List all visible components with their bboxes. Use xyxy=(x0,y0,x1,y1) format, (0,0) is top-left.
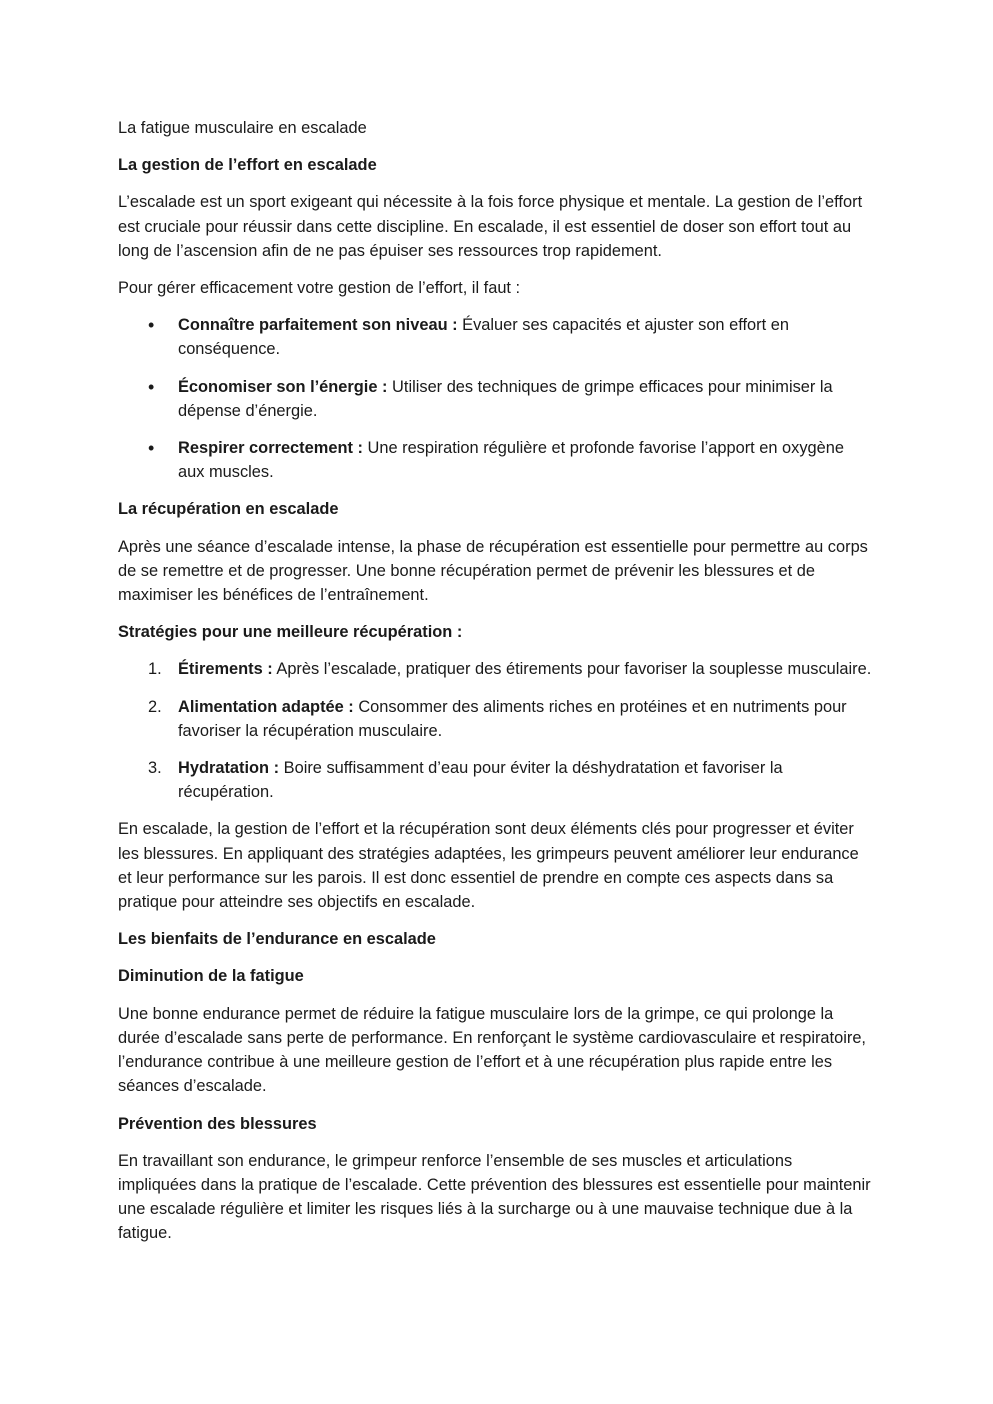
list-item-text: Évaluer ses capacités et ajuster son effort en conséquence. xyxy=(178,316,789,359)
section-heading-recovery: La récupération en escalade xyxy=(118,500,339,519)
paragraph-recovery-intro: Après une séance d’escalade intense, la phase de récupération est essentielle pour permettre au corps de se remettre et de progresser. Une bonne récupération permet de prévenir les blessures et de maximiser les bénéfices de l’entraînement. xyxy=(118,537,868,605)
list-item-term: Étirements : xyxy=(178,660,273,679)
subheading-injury-prevention: Prévention des blessures xyxy=(118,1114,317,1133)
list-item xyxy=(178,436,874,484)
list-item-term: Respirer correctement : xyxy=(178,439,363,458)
list-item-term: Connaître parfaitement son niveau : xyxy=(178,316,458,335)
paragraph-injury-prevention: En travaillant son endurance, le grimpeur renforce l’ensemble de ses muscles et articulations impliquées dans la pratique de l’escalade. Cette prévention des blessures est essentielle pour maintenir une escalade régulière et limiter les risques liés à la surcharge ou à une mauvaise technique due à la fatigue. xyxy=(118,1151,871,1243)
list-item-text: Consommer des aliments riches en protéines et en nutriments pour favoriser la récupération musculaire. xyxy=(178,697,847,740)
subheading-fatigue: Diminution de la fatigue xyxy=(118,967,304,986)
effort-bullet-list xyxy=(118,313,874,484)
list-item-text: Une respiration régulière et profonde favorise l’apport en oxygène aux muscles. xyxy=(178,439,845,482)
section-heading-endurance: Les bienfaits de l’endurance en escalade xyxy=(118,930,436,949)
recovery-numbered-list xyxy=(118,657,874,804)
document-title: La fatigue musculaire en escalade xyxy=(118,119,367,137)
list-item xyxy=(178,657,874,681)
document-page xyxy=(118,116,874,1259)
list-item xyxy=(178,375,874,423)
list-item-term: Économiser son l’énergie : xyxy=(178,377,388,396)
subheading-recovery-strategies: Stratégies pour une meilleure récupération : xyxy=(118,623,463,642)
list-item-text: Boire suffisamment d’eau pour éviter la déshydratation et favoriser la récupération. xyxy=(178,759,783,802)
list-item xyxy=(178,313,874,361)
paragraph-effort-intro: L’escalade est un sport exigeant qui nécessite à la fois force physique et mentale. La gestion de l’effort est cruciale pour réussir dans cette discipline. En escalade, il est essentiel de doser son effort tout au long de l’ascension afin de ne pas épuiser ses ressources trop rapidement. xyxy=(118,193,863,260)
list-item-term: Hydratation : xyxy=(178,759,280,778)
paragraph-recovery-conclusion: En escalade, la gestion de l’effort et la récupération sont deux éléments clés pour progresser et éviter les blessures. En appliquant des stratégies adaptées, les grimpeurs peuvent améliorer leur endurance et leur performance sur les parois. Il est donc essentiel de prendre en compte ces aspects dans sa pratique pour atteindre ses objectifs en escalade. xyxy=(118,820,859,912)
list-item xyxy=(178,756,874,804)
list-item xyxy=(178,695,874,743)
paragraph-fatigue: Une bonne endurance permet de réduire la fatigue musculaire lors de la grimpe, ce qui prolonge la durée d’escalade sans perte de performance. En renforçant le système cardiovasculaire et respiratoire, l’endurance contribue à une meilleure gestion de l’effort et à une récupération plus rapide entre les séances d’escalade. xyxy=(118,1004,866,1096)
list-item-text: Utiliser des techniques de grimpe efficaces pour minimiser la dépense d’énergie. xyxy=(178,377,833,420)
list-item-term: Alimentation adaptée : xyxy=(178,697,354,716)
list-item-text: Après l’escalade, pratiquer des étirements pour favoriser la souplesse musculaire. xyxy=(272,660,872,679)
paragraph-effort-lead: Pour gérer efficacement votre gestion de l’effort, il faut : xyxy=(118,279,521,298)
section-heading-effort: La gestion de l’effort en escalade xyxy=(118,156,377,175)
